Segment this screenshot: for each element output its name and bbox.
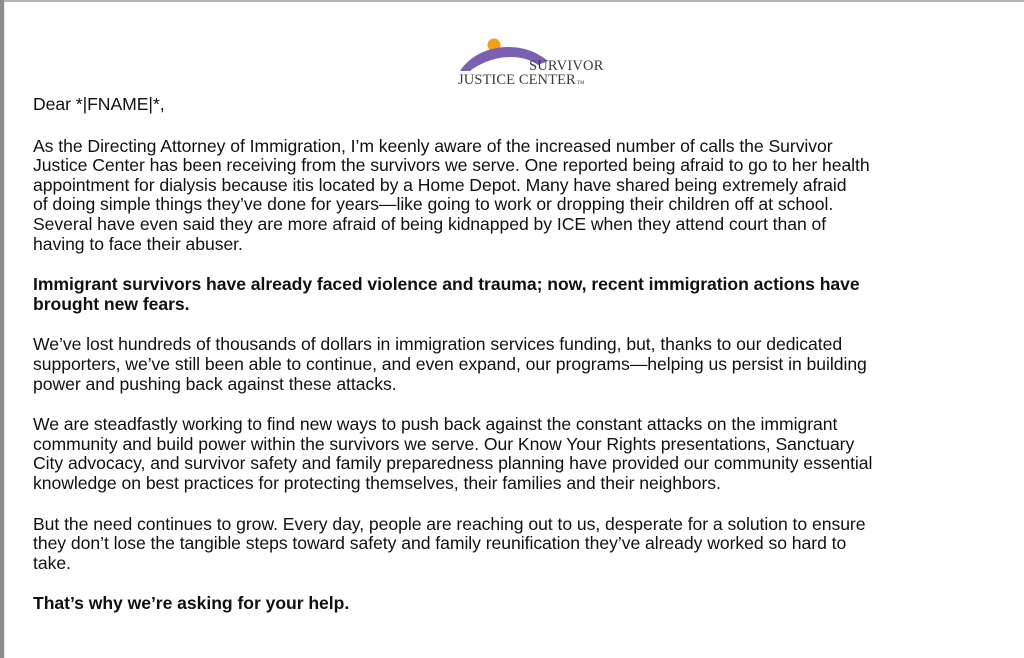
logo-text-justice-center xyxy=(458,73,585,91)
page-edge xyxy=(4,2,5,658)
paragraph-programs xyxy=(33,415,1008,493)
window-top-border xyxy=(0,0,1024,2)
paragraph-new-fears-heading xyxy=(33,275,1008,314)
logo-text-justice-center-label: JUSTICE CENTER xyxy=(458,72,576,88)
text-line: We are steadfastly working to find new ways to push back against the constant attacks on the immigrant xyxy=(33,414,838,435)
paragraph-call-to-action xyxy=(33,594,1008,614)
text-line: We’ve lost hundreds of thousands of dollars in immigration services funding, but, thanks to our dedicated xyxy=(33,334,843,355)
text-line: brought new fears. xyxy=(33,293,190,314)
text-line: As the Directing Attorney of Immigration, I’m keenly aware of the increased number of calls the Survivor xyxy=(33,135,833,156)
paragraph-funding-lost xyxy=(33,335,1008,394)
paragraph-need-grows xyxy=(33,515,1008,574)
logo-text-survivor: SURVIVOR xyxy=(529,58,604,74)
trademark-symbol: TM xyxy=(576,81,585,86)
text-line: City advocacy, and survivor safety and family preparedness planning have provided our community essential xyxy=(33,453,873,474)
greeting: Dear *|FNAME|*, xyxy=(33,94,165,114)
survivor-justice-center-logo xyxy=(458,35,604,91)
text-line: take. xyxy=(33,552,71,573)
text-line: knowledge on best practices for protecting themselves, their families and their neighbors. xyxy=(33,472,721,493)
text-line: Justice Center has been receiving from the survivors we serve. One reported being afraid to go to her health xyxy=(33,155,870,176)
text-line: That’s why we’re asking for your help. xyxy=(33,593,350,614)
text-line: they don’t lose the tangible steps toward safety and family reunification they’ve already worked so hard to xyxy=(33,533,847,554)
text-line: of doing simple things they’ve done for years—like going to work or dropping their children off at school. xyxy=(33,194,834,215)
text-line: appointment for dialysis because itis located by a Home Depot. Many have shared being extremely afraid xyxy=(33,174,847,195)
text-line: supporters, we’ve still been able to continue, and even expand, our programs—helping us persist in building xyxy=(33,353,867,374)
text-line: Immigrant survivors have already faced violence and trauma; now, recent immigration actions have xyxy=(33,274,860,295)
text-line: power and pushing back against these attacks. xyxy=(33,373,397,394)
text-line: community and build power within the survivors we serve. Our Know Your Rights presentations, Sanctuary xyxy=(33,433,855,454)
text-line: having to face their abuser. xyxy=(33,233,243,254)
text-line: Several have even said they are more afraid of being kidnapped by ICE when they attend court than of xyxy=(33,213,827,234)
letter-body xyxy=(33,95,1008,635)
text-line: But the need continues to grow. Every day, people are reaching out to us, desperate for a solution to ensure xyxy=(33,513,866,534)
paragraph-calls-received xyxy=(33,137,1008,255)
